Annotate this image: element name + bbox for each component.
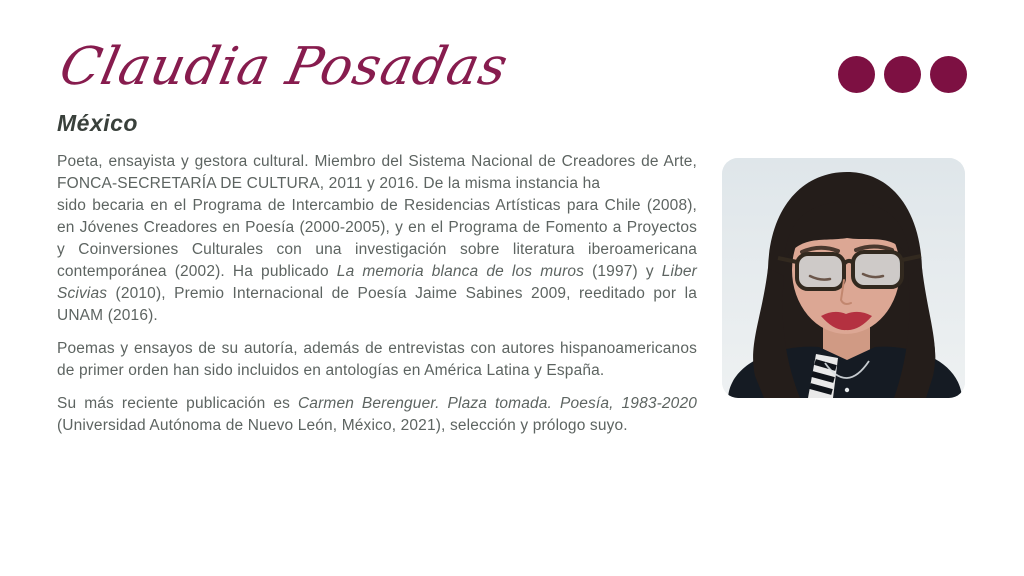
accent-dot-icon bbox=[884, 56, 921, 93]
decorative-dots bbox=[838, 56, 967, 93]
speaker-photo bbox=[722, 158, 965, 398]
bio-text-segment: Su más reciente publicación es bbox=[57, 395, 298, 412]
bio-paragraph bbox=[57, 151, 697, 327]
bio-paragraph bbox=[57, 338, 697, 382]
bio-text-segment: Poeta, ensayista y gestora cultural. Miembro del Sistema Nacional de Creadores de Arte, FONCA-SECRETARÍA DE CULTURA, 2011 y 2016. De la misma instancia ha bbox=[57, 153, 697, 192]
accent-dot-icon bbox=[930, 56, 967, 93]
bio-text-segment: (Universidad Autónoma de Nuevo León, México, 2021), selección y prólogo suyo. bbox=[57, 417, 628, 434]
bio-text-segment: Poemas y ensayos de su autoría, además de entrevistas con autores hispanoamericanos de primer orden han sido incluidos en antologías en América Latina y España. bbox=[57, 340, 697, 379]
book-title: Liber Scivias bbox=[57, 263, 697, 302]
country-label: México bbox=[57, 110, 138, 136]
bio-text-segment: (1997) y bbox=[584, 263, 662, 280]
accent-dot-icon bbox=[838, 56, 875, 93]
bio-text bbox=[57, 151, 697, 448]
bio-paragraph bbox=[57, 393, 697, 437]
bio-text-segment: (2010), Premio Internacional de Poesía Jaime Sabines 2009, reeditado por la UNAM (2016). bbox=[57, 285, 697, 324]
portrait-illustration bbox=[722, 158, 965, 398]
book-title: Carmen Berenguer. Plaza tomada. Poesía, 1983-2020 bbox=[297, 395, 697, 412]
speaker-name-title: Claudia Posadas bbox=[54, 37, 514, 97]
bio-text-segment: sido becaria en el Programa de Intercambio de Residencias Artísticas para Chile (2008), en Jóvenes Creadores en Poesía (2000-2005), y en el Programa de Fomento a Proyectos y Coinversiones Culturales con una investigación sobre literatura iberoamericana contemporánea (2002). Ha publicado bbox=[57, 197, 697, 280]
book-title: La memoria blanca de los muros bbox=[336, 263, 585, 280]
